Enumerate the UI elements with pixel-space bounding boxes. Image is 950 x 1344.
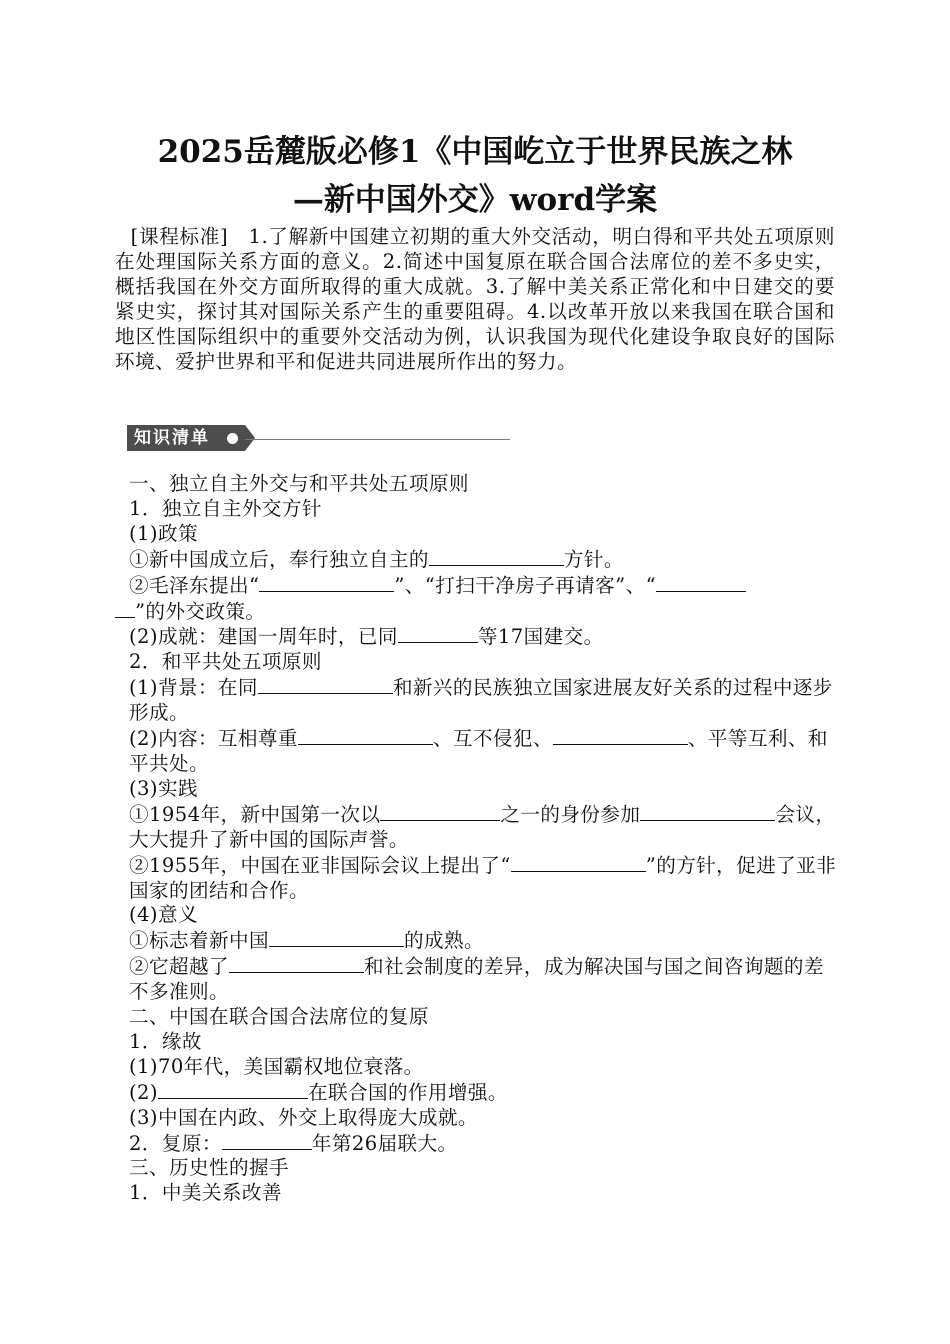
subsection-heading: 1．中美关系改善 <box>129 1181 282 1205</box>
text: (2)成就：建国一周年时，已同 <box>129 625 398 649</box>
text: (2) <box>129 1080 158 1104</box>
text: 、互不侵犯、 <box>432 727 553 751</box>
fill-line <box>115 675 837 726</box>
text: 在联合国的作用增强。 <box>307 1080 508 1104</box>
text: ①标志着新中国 <box>129 929 269 953</box>
text: ①新中国成立后，奉行独立自主的 <box>129 547 429 571</box>
answer-blank[interactable] <box>511 853 646 872</box>
text: (2)内容：互相尊重 <box>129 727 298 751</box>
answer-blank[interactable] <box>553 726 688 745</box>
text: ”、“打扫干净房子再请客”、“ <box>394 573 656 597</box>
text: 方针。 <box>563 547 624 571</box>
text: 之一的身份参加 <box>500 802 641 826</box>
answer-blank[interactable] <box>222 1131 312 1150</box>
text: ”的外交政策。 <box>135 599 266 623</box>
fill-line <box>115 573 837 625</box>
text: ②毛泽东提出“ <box>129 573 260 597</box>
text: 、平等互利、和平共处。 <box>129 727 828 775</box>
answer-blank[interactable] <box>269 928 404 947</box>
banner-dot-icon <box>227 433 238 444</box>
text: ”的方针，促进了亚非国家的团结和合作。 <box>129 853 837 902</box>
document-title-line-1: 2025岳麓版必修1《中国屹立于世界民族之林 <box>157 134 793 170</box>
subsection-heading: 2．和平共处五项原则 <box>129 650 322 674</box>
text: 2．复原： <box>129 1131 222 1155</box>
answer-blank[interactable] <box>158 1080 308 1099</box>
fill-line <box>115 853 837 904</box>
answer-blank[interactable] <box>259 573 394 592</box>
text: ①1954年，新中国第一次以 <box>129 802 381 826</box>
list-item: (1)70年代，美国霸权地位衰落。 <box>129 1054 424 1078</box>
answer-blank-continued[interactable] <box>115 599 135 618</box>
section-heading: 二、中国在联合国合法席位的复原 <box>129 1005 429 1029</box>
text: ②1955年，中国在亚非国际会议上提出了“ <box>129 853 511 877</box>
answer-blank[interactable] <box>429 547 564 566</box>
item-heading: (3)实践 <box>129 776 198 800</box>
fill-line <box>115 954 837 1005</box>
fill-line <box>115 547 837 573</box>
answer-blank[interactable] <box>640 802 775 821</box>
answer-blank[interactable] <box>298 726 433 745</box>
list-item: (3)中国在内政、外交上取得庞大成就。 <box>129 1105 478 1129</box>
section-heading: 三、历史性的握手 <box>129 1156 289 1180</box>
banner-label: 知识清单 <box>127 425 245 451</box>
answer-blank[interactable] <box>380 802 500 821</box>
answer-blank[interactable] <box>398 624 478 643</box>
text: 的成熟。 <box>403 929 484 953</box>
subsection-heading: 1．缘故 <box>129 1029 202 1053</box>
item-heading: (4)意义 <box>129 903 198 927</box>
text: 和新兴的民族独立国家进展友好关系的过程中逐步形成。 <box>129 676 833 725</box>
text: 等17国建交。 <box>477 625 604 649</box>
fill-line <box>115 1080 837 1106</box>
banner-rule <box>245 439 510 440</box>
banner-arrow-icon <box>245 425 255 451</box>
item-heading: (1)政策 <box>129 521 198 545</box>
answer-blank[interactable] <box>229 954 364 973</box>
answer-blank[interactable] <box>656 573 746 592</box>
text: 和社会制度的差异，成为解决国与国之间咨询题的差不多准则。 <box>129 955 824 1004</box>
answer-blank[interactable] <box>258 675 393 694</box>
text: (1)背景：在同 <box>129 676 258 700</box>
fill-line <box>115 928 837 954</box>
text: 会议，大大提升了新中国的国际声誉。 <box>129 802 836 851</box>
curriculum-standard: [课程标准] 1.了解新中国建立初期的重大外交活动，明白得和平共处五项原则在处理国际关系方面的意义。2.简述中国复原在联合国合法席位的差不多史实，概括我国在外交方面所取得的重大成就。3.了解中美关系正常化和中日建交的要紧史实，探讨其对国际关系产生的重要阻碍。4.以改革开放以来我国在联合国和地区性国际组织中的重要外交活动为例，认识我国为现代化建设争取良好的国际环境、爱护世界和平和促进共同进展所作出的努力。 <box>115 225 835 373</box>
subsection-heading: 1．独立自主外交方针 <box>129 496 322 520</box>
fill-line <box>115 1131 837 1157</box>
section-heading: 一、独立自主外交与和平共处五项原则 <box>129 472 469 495</box>
fill-line <box>115 624 837 650</box>
knowledge-list-body <box>115 472 837 1206</box>
text: ②它超越了 <box>129 955 229 979</box>
fill-line <box>115 802 837 853</box>
document-title-line-2: —新中国外交》word学案 <box>292 182 658 218</box>
text: 年第26届联大。 <box>311 1131 458 1155</box>
fill-line <box>115 726 837 777</box>
